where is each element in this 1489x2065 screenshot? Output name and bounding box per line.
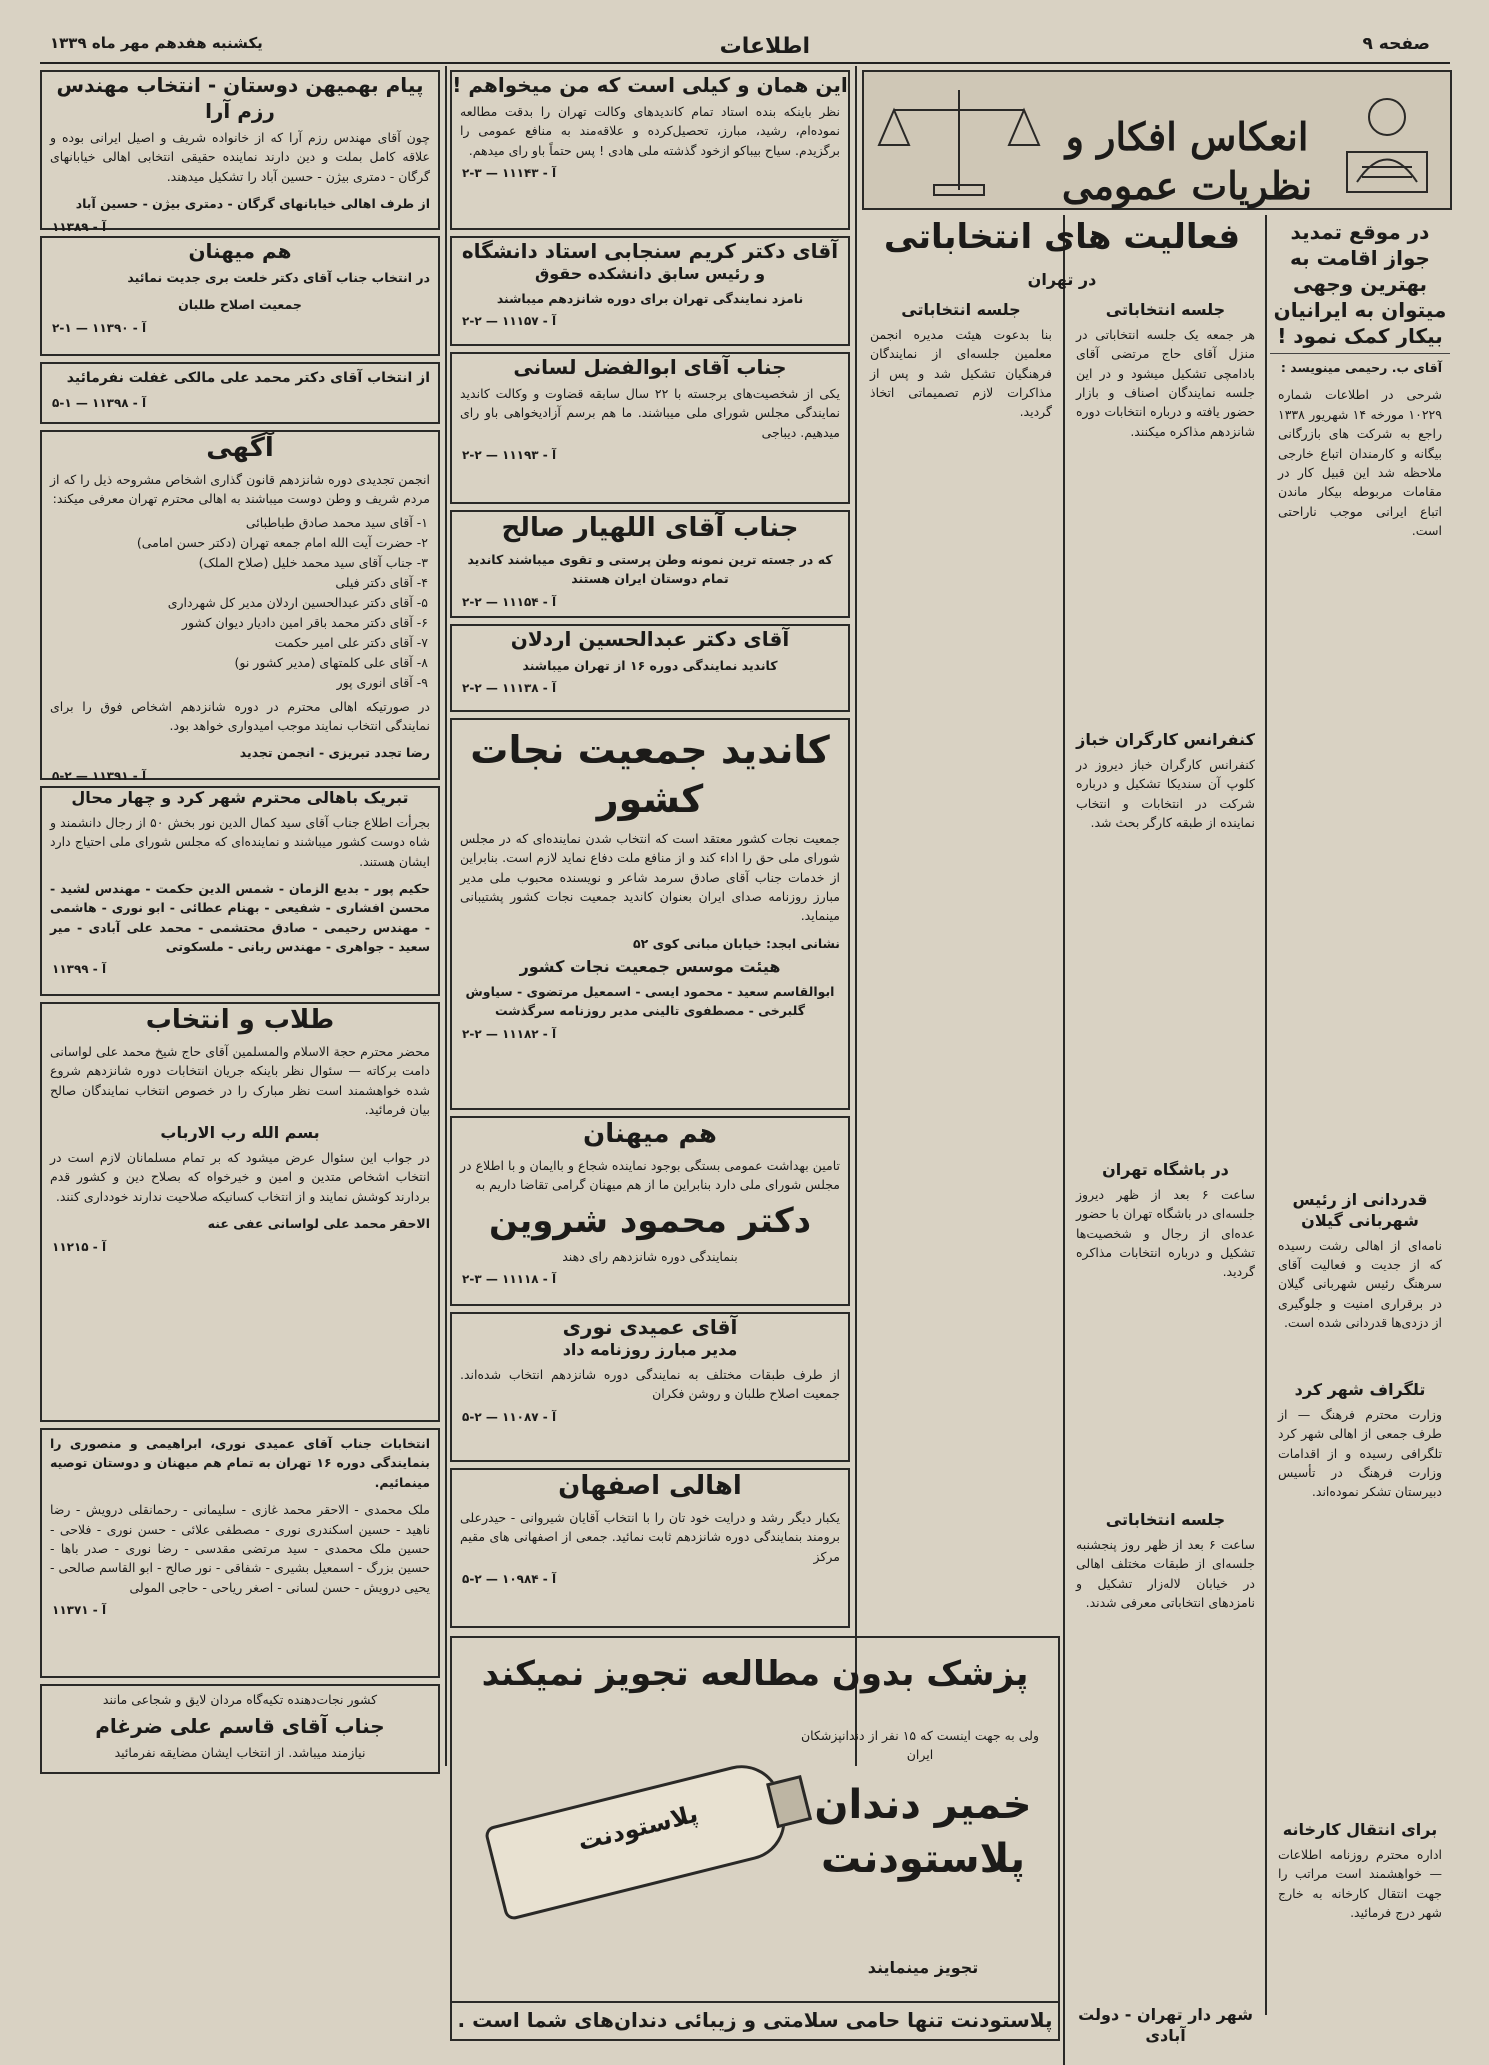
notice-signature: جمعیت اصلاح طلبان bbox=[178, 297, 302, 313]
notice-ardalan bbox=[450, 624, 850, 712]
notice-intro: کشور نجات‌دهنده تکیه‌گاه مردان لایق و شجاعی مانند bbox=[102, 1692, 378, 1707]
notice-text: کاندید نمایندگی دوره ۱۶ از تهران میباشند bbox=[522, 658, 778, 673]
notice-headline: جناب آقای قاسم علی ضرغام bbox=[95, 1714, 385, 1739]
notice-agahi bbox=[40, 430, 440, 783]
notice-headline: جناب آقای ابوالفضل لسانی bbox=[513, 355, 787, 379]
notice-code: آ - ۱۱۲۱۵ bbox=[52, 1239, 107, 1254]
page-number: صفحه ۹ bbox=[1362, 34, 1430, 54]
election-section-5 bbox=[1068, 1510, 1263, 1950]
election-section-2 bbox=[862, 300, 1060, 720]
ad-footer: پلاستودنت تنها حامی سلامتی و زیبائی دندان‌های شما است . bbox=[452, 2001, 1058, 2033]
reader-sketch-illustration bbox=[1332, 82, 1442, 200]
toothpaste-ad bbox=[450, 1636, 1060, 2041]
notice-wanted-rep bbox=[450, 70, 850, 230]
notice-signature: از طرف اهالی خیابانهای گرگان - دمتری بیژن - حسین آباد bbox=[75, 196, 430, 212]
notice-saleh bbox=[450, 510, 850, 618]
notice-code: آ - ۱۱۳۹۱ — ۲-۵ bbox=[52, 768, 147, 783]
issue-date: یکشنبه هفدهم مهر ماه ۱۳۳۹ bbox=[50, 34, 263, 52]
notice-note: بنمایندگی دوره شانزدهم رای دهند bbox=[562, 1248, 738, 1264]
gilan-text: نامه‌ای از اهالی رشت رسیده که از جدیت و فعالیت آقای سرهنگ رئیس شهربانی گیلان در برقراری امنیت و جلوگیری از دزدی‌ها قدردانی شده است. bbox=[1278, 1237, 1442, 1331]
notice-code: آ - ۱۱۳۸۹ bbox=[52, 219, 107, 234]
notice-code: آ - ۱۱۱۵۴ — ۲-۲ bbox=[462, 594, 557, 609]
notice-headline: آقای دکتر عبدالحسین اردلان bbox=[510, 627, 790, 651]
notice-razmara bbox=[40, 70, 440, 234]
leading-text: شرحی در اطلاعات شماره ۱۰۲۲۹ مورخه ۱۴ شهریور ۱۳۳۸ راجع به شرکت های بازرگانی بیگانه و کارمندان اتباع خارجی ملاحظه شد این قبیل کار در مقامات مربوطه بیکار ماندن اتباع ایرانی موجب ناراحتی است. bbox=[1278, 387, 1442, 538]
notice-headline: پیام بهمیهن دوستان - انتخاب مهندس رزم آرا bbox=[56, 73, 424, 123]
section-title: کنفرانس کارگران خباز bbox=[1076, 730, 1255, 749]
notice-talab bbox=[40, 1002, 440, 1422]
elections-footer-wrap bbox=[1068, 2005, 1263, 2045]
factory-headline: برای انتقال کارخانه bbox=[1282, 1820, 1438, 1839]
candidate-list bbox=[42, 513, 438, 693]
leading-headline: در موقع تمدید جواز اقامت به بهترین وجهی میتوان به ایرانیان بیکار کمک نمود ! bbox=[1270, 215, 1450, 354]
article-gilan bbox=[1270, 1190, 1450, 1370]
nejat-headline: کاندید جمعیت نجات کشور bbox=[470, 728, 830, 822]
notice-nouri-supporters bbox=[40, 1428, 440, 1678]
factory-text: اداره محترم روزنامه اطلاعات — خواهشمند است مراتب را جهت انتقال کارخانه به خارج شهر درج فرمائید. bbox=[1278, 1846, 1442, 1920]
list-item: ۳- جناب آقای سید محمد خلیل (صلاح الملک) bbox=[198, 554, 428, 570]
notice-code: آ - ۱۱۳۹۹ bbox=[52, 962, 107, 977]
election-section-1 bbox=[1068, 300, 1263, 720]
nejat-text: جمعیت نجات کشور معتقد است که انتخاب شدن نماینده‌ای که در مجلس شورای ملی حق را اداء کند و از منافع ملت دفاع نماید لازم است. بنابراین از خدمات جناب آقای صادق سرمد شاعر و نویسنده محبوب ملی مدیر مبارز روزنامه صدای ایران بعنوان کاندید جمعیت نجات کشور پشتیبانی مینماید. bbox=[460, 830, 840, 924]
nejat-members: ابوالقاسم سعید - محمود ایسی - اسمعیل مرتضوی - سیاوش گلبرخی - مصطفوی تالینی مدیر روزنامه سرگذشت bbox=[465, 983, 835, 1019]
notice-headline: جناب آقای اللهیار صالح bbox=[501, 513, 799, 543]
list-item: ۷- آقای دکتر علی امیر حکمت bbox=[274, 634, 428, 650]
notice-text: از طرف طبقات مختلف به نمایندگی دوره شانزدهم انتخاب شده‌اند. جمعیت اصلاح طلبان و روشن فکران bbox=[460, 1366, 840, 1402]
answer-text: در جواب این سئوال عرض میشود که بر تمام مسلمانان لازم است در انتخاب اشخاص متدین و امین و خیرخواه که بصلاح دین و کشور قدم بردارند کوشش نمایند و از انتخاب کسانیکه صلاحیت ندارند خودداری کنند. bbox=[50, 1150, 430, 1204]
notice-code: آ - ۱۱۳۹۸ — ۱-۵ bbox=[52, 395, 147, 410]
scales-illustration bbox=[874, 80, 1044, 200]
notice-code: آ - ۱۱۰۸۷ — ۲-۵ bbox=[462, 1409, 557, 1424]
ad-product: خمیر دندان پلاستودنت bbox=[814, 1782, 1032, 1882]
notice-signature: الاحقر محمد علی لواسانی عفی عنه bbox=[207, 1216, 430, 1232]
notice-code: آ - ۱۱۱۹۳ — ۲-۲ bbox=[462, 448, 557, 463]
page-header bbox=[40, 28, 1450, 64]
list-item: ۱- آقای سید محمد صادق طباطبائی bbox=[245, 514, 428, 530]
notice-text: نظر باینکه بنده استاد تمام کاندیدهای وکالت تهران را بدقت مطالعه نموده‌ام، رشید، مبارز، تحصیل‌کرده و علاقه‌مند به منافع عمومی را برگزیدم. سیاح بیباکو ازخود گذشته ملی هادی ! پس حتماً باو رای میدهم. bbox=[460, 104, 840, 158]
nejat-code: آ - ۱۱۱۸۲ — ۲-۲ bbox=[462, 1026, 557, 1041]
nejat-board: هیئت موسس جمعیت نجات کشور bbox=[519, 957, 781, 977]
list-item: ۴- آقای دکتر فیلی bbox=[335, 574, 428, 590]
list-item: ۲- حضرت آیت الله امام جمعه تهران (دکتر حسن امامی) bbox=[136, 534, 428, 550]
notice-headline: آقای دکتر کریم سنجابی استاد دانشگاه bbox=[461, 239, 839, 263]
gilan-headline: قدردانی از رئیس شهربانی گیلان bbox=[1292, 1190, 1428, 1230]
ad-intro: ولی به جهت اینست که ۱۵ نفر از دندانپزشکان ایران bbox=[800, 1728, 1040, 1763]
elections-subhead-wrap bbox=[862, 270, 1262, 294]
notice-closing: در صورتیکه اهالی محترم در دوره شانزدهم اشخاص فوق را برای نمایندگی انتخاب نمایند موجب امیدواری خواهد بود. bbox=[50, 698, 430, 733]
notice-headline: تبریک باهالی محترم شهر کرد و چهار محال bbox=[71, 788, 409, 807]
notice-subtitle: مدیر مبارز روزنامه داد bbox=[562, 1340, 738, 1359]
notice-text: که در جسته ترین نمونه وطن پرستی و تقوی میباشند کاندید تمام دوستان ایران هستند bbox=[467, 551, 833, 587]
tube-label: پلاستودنت bbox=[575, 1799, 701, 1857]
notice-text: تامین بهداشت عمومی بستگی بوجود نماینده شجاع و باایمان و با اطلاع در مجلس شورای ملی دارد بنابراین ما از هم میهنان گرامی تقاضا داریم به bbox=[460, 1157, 840, 1193]
notice-code: آ - ۱۱۱۵۷ — ۲-۲ bbox=[462, 314, 557, 329]
toothpaste-tube-illustration bbox=[474, 1712, 830, 1974]
answer-title: بسم الله رب الارباب bbox=[160, 1123, 320, 1143]
elections-footer: شهر دار تهران - دولت آبادی bbox=[1078, 2005, 1253, 2045]
notice-lesani bbox=[450, 352, 850, 504]
notice-subtitle: و رئیس سابق دانشکده حقوق bbox=[534, 264, 766, 283]
section-text: هر جمعه یک جلسه انتخاباتی در منزل آقای حاج مرتضی آقای بادامچی تشکیل میشود و در این جلسه نمایندگان اصناف و بازار حضور یافته و درباره انتخابات دوره شانزدهم مذاکره میکنند. bbox=[1076, 326, 1255, 439]
notice-code: آ - ۱۱۱۴۳ — ۳-۲ bbox=[462, 166, 557, 181]
elections-headline: فعالیت های انتخاباتی bbox=[883, 217, 1241, 257]
shahrekord-headline: تلگراف شهر کرد bbox=[1294, 1380, 1426, 1399]
newspaper-name: اطلاعات bbox=[719, 34, 810, 59]
notice-headline: آقای عمیدی نوری bbox=[562, 1315, 738, 1339]
notice-maleki bbox=[40, 362, 440, 424]
banner-title: انعکاس افکار و نظریات عمومی bbox=[1061, 114, 1313, 209]
notice-headline: اهالی اصفهان bbox=[558, 1471, 742, 1501]
opinion-banner bbox=[862, 70, 1452, 210]
notice-text: یکی از شخصیت‌های برجسته با ۲۲ سال سابقه قضاوت و وکالت کاندید نمایندگی مجلس شورای ملی میباشند. ما هم برسم آزادیخواهی باو رای میدهیم. دیباجی bbox=[460, 386, 840, 440]
section-title: جلسه انتخاباتی bbox=[1105, 1510, 1226, 1529]
notice-sanjabi bbox=[450, 236, 850, 346]
list-item: ۸- آقای علی کلمتهای (مدیر کشور نو) bbox=[234, 654, 428, 670]
notice-names: حکیم پور - بدیع الزمان - شمس الدین حکمت - مهندس لشید - محسن افشاری - شفیعی - بهنام عطائی - ابو نوری - هاشمی - مهندس رحیمی - صادق محتشمی - محمد علی آبادی - میر سعید - جواهری - مهندس ربانی - ملسکوتی bbox=[50, 880, 430, 955]
notice-text: در انتخاب جناب آقای دکتر خلعت بری جدیت نمائید bbox=[127, 270, 430, 285]
notice-headline: هم میهنان bbox=[188, 239, 292, 263]
notice-amidi-nouri bbox=[450, 1312, 850, 1462]
notice-headline: این همان و کیلی است که من میخواهم ! bbox=[452, 73, 848, 97]
nejat-address: نشانی ابجد: خیابان مبانی کوی ۵۲ bbox=[633, 935, 840, 951]
notice-intro: انجمن تجدیدی دوره شانزدهم قانون گذاری اشخاص مشروحه ذیل را که از مردم شریف و وطن دوست میباشند به اهالی محترم تهران معرفی میکند: bbox=[50, 471, 430, 507]
notice-text: نامزد نمایندگی تهران برای دوره شانزدهم میباشند bbox=[496, 290, 804, 306]
notice-code: آ - ۱۱۱۱۸ — ۳-۲ bbox=[462, 1272, 557, 1287]
ad-recommend: تجویز مینمایند bbox=[867, 1958, 979, 1977]
notice-headline: آگهی bbox=[206, 433, 274, 463]
election-section-4 bbox=[1068, 1160, 1263, 1500]
notice-shervin bbox=[450, 1116, 850, 1306]
notice-zargham bbox=[40, 1684, 440, 1774]
leading-byline: آقای ب. رحیمی مینویسد : bbox=[1280, 360, 1442, 375]
elections-subhead: در تهران bbox=[1027, 270, 1097, 289]
section-title: جلسه انتخاباتی bbox=[1105, 300, 1226, 319]
notice-names: ملک محمدی - الاحقر محمد غازی - سلیمانی - رحمانقلی درویش - رضا ناهید - حسین اسکندری نوری - مصطفی علائی - حسن نوری - فلاحی - حسین ملک محمدی - سید مرتضی مقدسی - رضا نوری - صدر باها - حسین بزرگ - اسمعیل بشیری - شفاقی - نور صالح - ابو القاسم صالحی - یحیی درویش - حسن لسانی - اصغر ریاحی - حاجی المولی bbox=[50, 1502, 430, 1595]
section-text: بنا بدعوت هیئت مدیره انجمن معلمین جلسه‌ای از نمایندگان فرهنگیان تشکیل شد و پس از مذاکرات لازم تصمیماتی اتخاذ گردید. bbox=[870, 326, 1052, 420]
notice-text: یکبار دیگر رشد و درایت خود تان را با انتخاب آقایان شیروانی - حیدرعلی برومند بنمایندگی دوره شانزدهم ثابت نمائید. جمعی از اصفهانی های مقیم مرکز bbox=[460, 1509, 840, 1564]
article-shahrekord bbox=[1270, 1380, 1450, 1680]
notice-khalatbari bbox=[40, 236, 440, 356]
notice-shahrekord bbox=[40, 786, 440, 996]
section-title: جلسه انتخاباتی bbox=[901, 300, 1021, 319]
notice-code: آ - ۱۱۳۹۰ — ۱-۲ bbox=[52, 320, 147, 335]
list-item: ۵- آقای دکتر عبدالحسین اردلان مدیر کل شهرداری bbox=[167, 594, 428, 610]
candidate-name: دکتر محمود شروین bbox=[488, 1200, 812, 1241]
election-section-3 bbox=[1068, 730, 1263, 1150]
list-item: ۶- آقای دکتر محمد باقر امین دادیار دیوان کشور bbox=[181, 614, 428, 630]
notice-text: چون آقای مهندس رزم آرا که از خانواده شریف و اصیل ایرانی بوده و علاقه کامل بملت و دین دارند نماینده حقیقی انتخابی اهالی خیابانهای گرگان - دمتری بیژن - حسین آباد را تشکیل میدهند. bbox=[50, 130, 430, 184]
notice-isfahan bbox=[450, 1468, 850, 1628]
notice-text: بجرأت اطلاع جناب آقای سید کمال الدین نور بخش ۵۰ از رجال دانشمند و شاه دوست کشور میباشند و نماینده‌ای که مجلس شورای ملی احتیاج دارد ایشان هستند. bbox=[50, 814, 430, 869]
notice-code: آ - ۱۱۳۷۱ bbox=[52, 1603, 107, 1617]
shahrekord-text: وزارت محترم فرهنگ — از طرف جمعی از اهالی شهر کرد تلگرافی رسیده و از اقدامات وزارت فرهنگ در تأسیس دبیرستان تشکر نموده‌اند. bbox=[1278, 1406, 1442, 1500]
section-text: کنفرانس کارگران خباز دیروز در کلوپ آن سندیکا تشکیل و درباره شرکت در انتخابات و انتخاب نماینده از طبقه کارگر بحث شد. bbox=[1076, 756, 1255, 830]
article-factory bbox=[1270, 1820, 1450, 2040]
notice-text: از انتخاب آقای دکتر محمد علی مالکی غفلت نفرمائید bbox=[66, 370, 430, 386]
ad-headline: پزشک بدون مطالعه تجویز نمیکند bbox=[481, 1654, 1029, 1694]
notice-text: نیازمند میباشد. از انتخاب ایشان مضایقه نفرمائید bbox=[114, 1745, 366, 1761]
section-title: در باشگاه تهران bbox=[1102, 1160, 1229, 1179]
leading-article bbox=[1270, 215, 1450, 1195]
list-item: ۹- آقای انوری پور bbox=[336, 674, 428, 690]
notice-text: انتخابات جناب آقای عمیدی نوری، ابراهیمی و منصوری را بنمایندگی دوره ۱۶ تهران به تمام هم میهنان و دوستان توصیه مینمائیم. bbox=[50, 1436, 430, 1490]
notice-headline: هم میهنان bbox=[583, 1119, 717, 1149]
notice-headline: طلاب و انتخاب bbox=[145, 1005, 335, 1035]
notice-text: محضر محترم حجة الاسلام والمسلمین آقای حاج شیخ محمد علی لواسانی دامت برکاته — سئوال نظر باینکه جریان انتخابات دوره شانزدهم شروع شده خواهشمند است نظر مبارک را در خصوص انتخاب نمایندگان صالح بیان فرمائید. bbox=[50, 1043, 430, 1117]
section-text: ساعت ۶ بعد از ظهر روز پنجشنبه جلسه‌ای از طبقات مختلف اهالی در خیابان لاله‌زار تشکیل و نامزدهای انتخاباتی معرفی شدند. bbox=[1076, 1536, 1255, 1610]
notice-code: آ - ۱۱۱۳۸ — ۲-۲ bbox=[462, 681, 557, 696]
section-text: ساعت ۶ بعد از ظهر دیروز جلسه‌ای در باشگاه تهران با حضور عده‌ای از رجال و شخصیت‌ها تشکیل و درباره انتخابات مذاکره گردید. bbox=[1076, 1186, 1255, 1280]
notice-nejat-keshvar bbox=[450, 718, 850, 1110]
notice-code: آ - ۱۰۹۸۴ — ۲-۵ bbox=[462, 1571, 557, 1586]
notice-signature: رضا تجدد تبریزی - انجمن تجدید bbox=[239, 745, 430, 761]
